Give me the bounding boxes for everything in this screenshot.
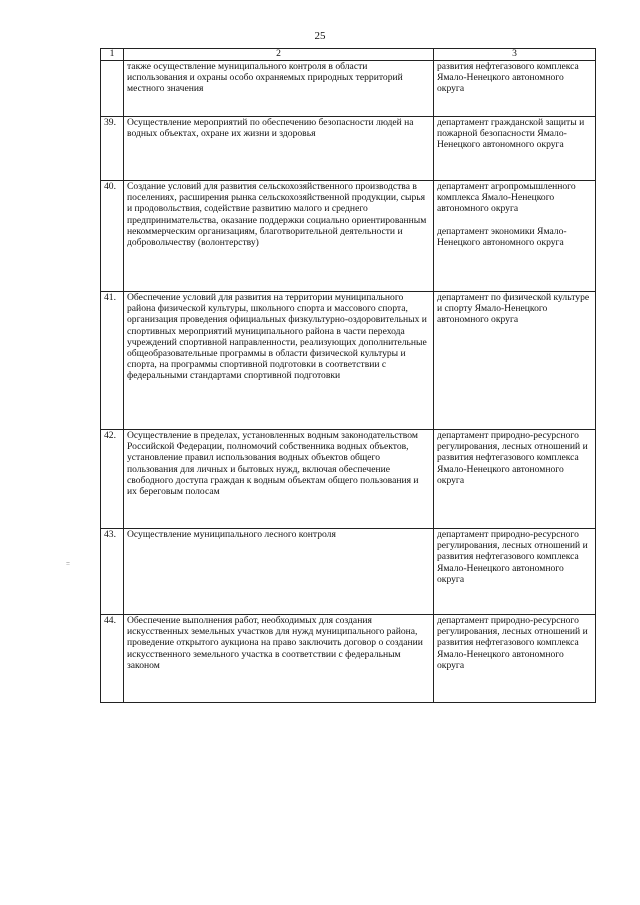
department-text: департамент по физической культуре и спорту Ямало-Ненецкого автономного округа: [437, 292, 590, 326]
power-text: Обеспечение условий для развития на территории муниципального района физической культуры, школьного спорта и массового спорта, организация проведения официальных физкультурно-оздоровительных и спортивных мероприятий муниципального района в части перехода учреждений спортивной направленности, реализующих дополнительные общеобразовательные программы в области физической культуры и спорта, на программы спортивной подготовки в соответствии с федеральными стандартами спортивной подготовки: [124, 292, 434, 430]
department-text: департамент природно-ресурсного регулирования, лесных отношений и развития нефтегазового комплекса Ямало-Ненецкого автономного округа: [437, 430, 588, 486]
column-header-department: 3: [434, 49, 596, 61]
page-number: 25: [314, 30, 326, 42]
table-row: [101, 181, 596, 292]
department-text: департамент агропромышленного комплекса Ямало-Ненецкого автономного округа: [437, 181, 576, 215]
department-cell: [434, 181, 596, 292]
department-cell: [434, 117, 596, 181]
power-text: Осуществление в пределах, установленных водным законодательством Российской Федерации, полномочий собственника водных объектов, установление правил использования водных объектов общего пользования для личных и бытовых нужд, включая обеспечение свободного доступа граждан к водным объектам общего пользования и их береговым полосам: [124, 430, 434, 529]
power-text: Осуществление мероприятий по обеспечению безопасности людей на водных объектах, охране их жизни и здоровья: [124, 117, 434, 181]
column-header-power: 2: [124, 49, 434, 61]
department-cell: [434, 292, 596, 430]
powers-table: [100, 48, 596, 703]
department-text: департамент природно-ресурсного регулирования, лесных отношений и развития нефтегазового комплекса Ямало-Ненецкого автономного округа: [437, 615, 588, 671]
department-text: департамент гражданской защиты и пожарной безопасности Ямало-Ненецкого автономного округа: [437, 117, 585, 151]
department-cell: [434, 615, 596, 703]
power-text: Осуществление муниципального лесного контроля: [124, 529, 434, 615]
department-text: развития нефтегазового комплекса Ямало-Ненецкого автономного округа: [437, 61, 579, 95]
table-row: [101, 430, 596, 529]
department-cell: [434, 430, 596, 529]
department-text: департамент экономики Ямало-Ненецкого автономного округа: [437, 225, 567, 248]
department-cell: [434, 61, 596, 117]
margin-mark: =: [66, 560, 70, 568]
power-text: Создание условий для развития сельскохозяйственного производства в поселениях, расширения рынка сельскохозяйственной продукции, сырья и продовольствия, содействие развитию малого и среднего предпринимательства, оказание поддержки социально ориентированным некоммерческим организациям, благотворительной деятельности и добровольчеству (волонтерству): [124, 181, 434, 292]
table-row: [101, 61, 596, 117]
row-number: 42.: [101, 430, 124, 529]
table-row: [101, 529, 596, 615]
column-header-number: 1: [101, 49, 124, 61]
table-row: [101, 117, 596, 181]
row-number: 44.: [101, 615, 124, 703]
table-row: [101, 292, 596, 430]
power-text: также осуществление муниципального контроля в области использования и охраны особо охраняемых природных территорий местного значения: [124, 61, 434, 117]
table-header-row: [101, 49, 596, 61]
row-number: 40.: [101, 181, 124, 292]
row-number: 43.: [101, 529, 124, 615]
row-number: 39.: [101, 117, 124, 181]
department-text: департамент природно-ресурсного регулирования, лесных отношений и развития нефтегазового комплекса Ямало-Ненецкого автономного округа: [437, 529, 588, 585]
row-number: [101, 61, 124, 117]
table-row: [101, 615, 596, 703]
power-text: Обеспечение выполнения работ, необходимых для создания искусственных земельных участков для нужд муниципального района, проведение открытого аукциона на право заключить договор о создании искусственного земельного участка в соответствии с федеральным законом: [124, 615, 434, 703]
department-cell: [434, 529, 596, 615]
row-number: 41.: [101, 292, 124, 430]
